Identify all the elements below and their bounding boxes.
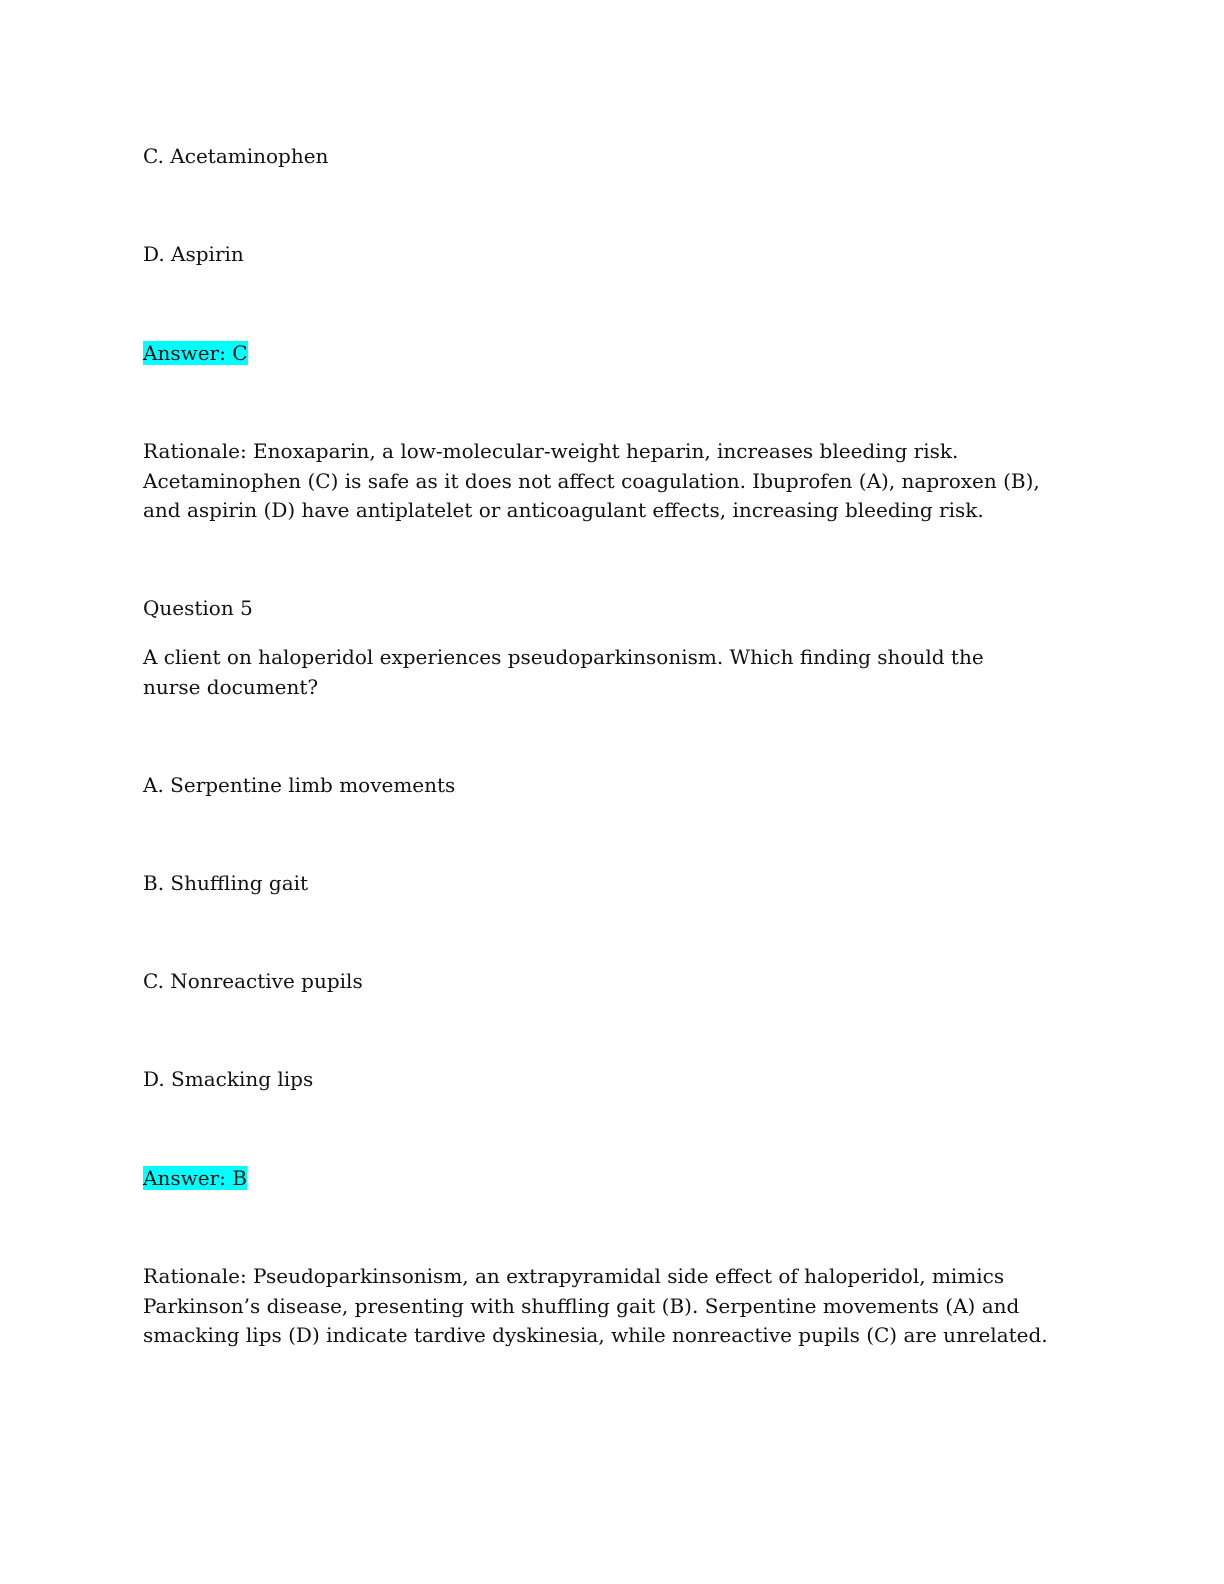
- option-c-prev: C. Acetaminophen: [143, 144, 329, 168]
- option-d-prev: D. Aspirin: [143, 242, 244, 266]
- question-prompt: A client on haloperidol experiences pseudoparkinsonism. Which finding should the nurse document?: [143, 645, 984, 699]
- answer-prev: [143, 339, 248, 368]
- option-a: A. Serpentine limb movements: [143, 773, 456, 797]
- answer: [143, 1164, 247, 1193]
- answer-highlight: Answer: B: [143, 1166, 247, 1190]
- option-c: C. Nonreactive pupils: [143, 969, 363, 993]
- option-b: B. Shuffling gait: [143, 871, 309, 895]
- question-heading: Question 5: [143, 596, 253, 620]
- rationale-prev: Rationale: Enoxaparin, a low-molecular-weight heparin, increases bleeding risk. Acetaminophen (C) is safe as it does not affect coagulation. Ibuprofen (A), naproxen (B), and aspirin (D) have antiplatelet or anticoagulant effects, increasing bleeding risk.: [143, 439, 1040, 522]
- rationale: Rationale: Pseudoparkinsonism, an extrapyramidal side effect of haloperidol, mimics Parkinson’s disease, presenting with shuffling gait (B). Serpentine movements (A) and smacking lips (D) indicate tardive dyskinesia, while nonreactive pupils (C) are unrelated.: [143, 1264, 1048, 1347]
- answer-highlight: Answer: C: [143, 341, 248, 365]
- option-d: D. Smacking lips: [143, 1067, 314, 1091]
